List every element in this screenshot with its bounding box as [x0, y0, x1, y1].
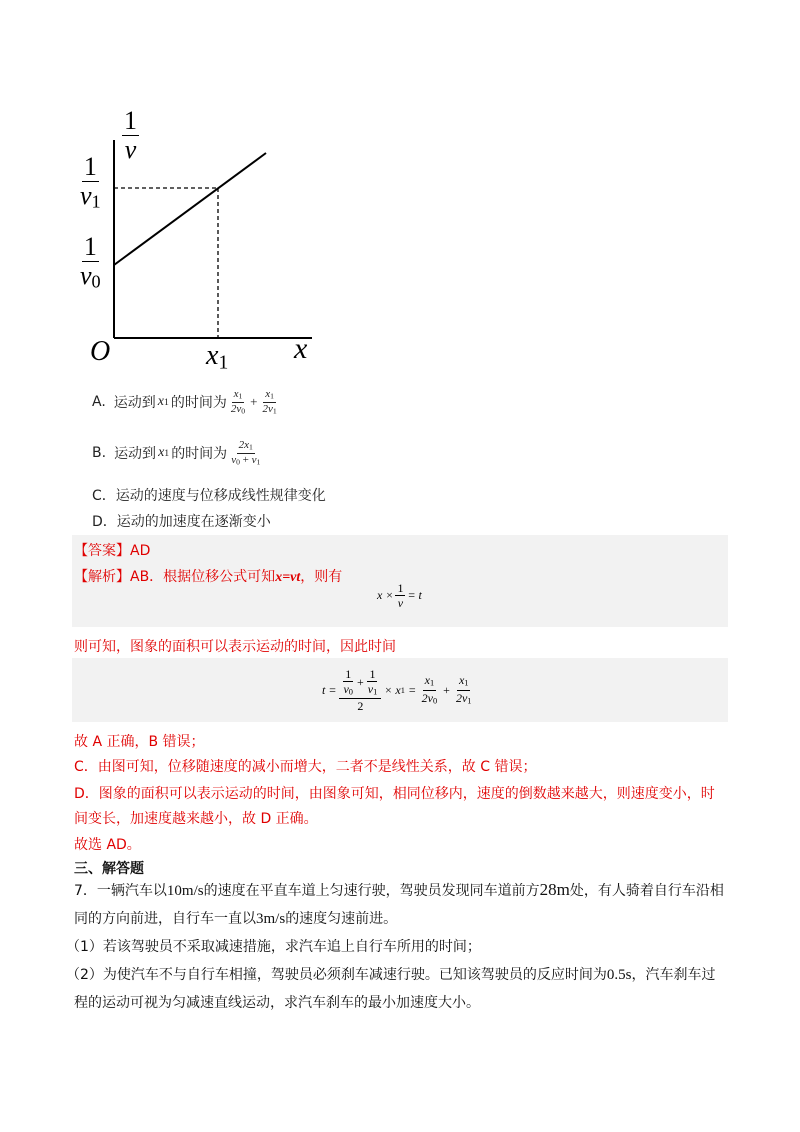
graph	[70, 100, 330, 374]
x-axis-label: x	[294, 332, 308, 365]
tick-label-x1: x1	[206, 340, 229, 374]
option-b: B. 运动到 x 1 的时间为 $\frac{2x1}{v0 + v1}$	[92, 439, 261, 467]
option-d: D．运动的加速度在逐渐变小	[92, 514, 271, 530]
graph-line	[114, 153, 266, 265]
origin-label: O	[90, 336, 111, 367]
analysis-line1: 【解析】AB．根据位移公式可知x=vt，则有	[74, 569, 343, 585]
q7-line1: 7．一辆汽车以10m/s的速度在平直车道上匀速行驶，驾驶员发现同车道前方28m处，有人骑着自行车沿相	[74, 880, 724, 899]
option-c: C．运动的速度与位移成线性规律变化	[92, 488, 326, 504]
q7-sub2-line2: 程的运动可视为匀减速直线运动，求汽车刹车的最小加速度大小。	[74, 995, 480, 1011]
section-heading: 三、解答题	[74, 861, 144, 877]
analysis-line4: C．由图可知，位移随速度的减小而增大，二者不是线性关系，故 C 错误；	[74, 759, 537, 775]
analysis-line5: D．图象的面积可以表示运动的时间，由图象可知，相同位移内，速度的倒数越来越大，则速度变小，时	[74, 786, 715, 802]
y-axis-label: $\frac{1}{v}$	[124, 106, 137, 164]
tick-label-v0: $\frac{1}{v0}$	[80, 232, 101, 292]
answer-line: 【答案】AD	[74, 543, 151, 559]
q7-sub1: （1）若该驾驶员不采取减速措施，求汽车追上自行车所用的时间；	[66, 939, 481, 955]
analysis-line2: 则可知，图象的面积可以表示运动的时间，因此时间	[74, 639, 396, 655]
q7-line2: 同的方向前进，自行车一直以3m/s的速度匀速前进。	[74, 911, 398, 927]
tick-label-v1: $\frac{1}{v1}$	[80, 152, 101, 212]
option-a: A. 运动到 x 1 的时间为 $\frac{x1}{2v0}$ + $\frac{x1}{2v1}$	[92, 388, 277, 416]
analysis-line3: 故 A 正确，B 错误；	[74, 734, 205, 750]
analysis-line7: 故选 AD。	[74, 837, 141, 853]
graph-axes	[70, 100, 330, 370]
analysis-line6: 间变长，加速度越来越小，故 D 正确。	[74, 811, 318, 827]
q7-sub2-line1: （2）为使汽车不与自行车相撞，驾驶员必须刹车减速行驶。已知该驾驶员的反应时间为0.5s，汽车刹车过	[66, 967, 716, 983]
equation-1: x × $\frac{1}{v}$ = t	[377, 581, 422, 610]
equation-2: t = $\frac{1}{v0}$ + $\frac{1}{v1}$ 2 × x 1 = $\frac{x1}{2v0}$ + $\frac{x1}{2v1}$	[322, 666, 472, 714]
